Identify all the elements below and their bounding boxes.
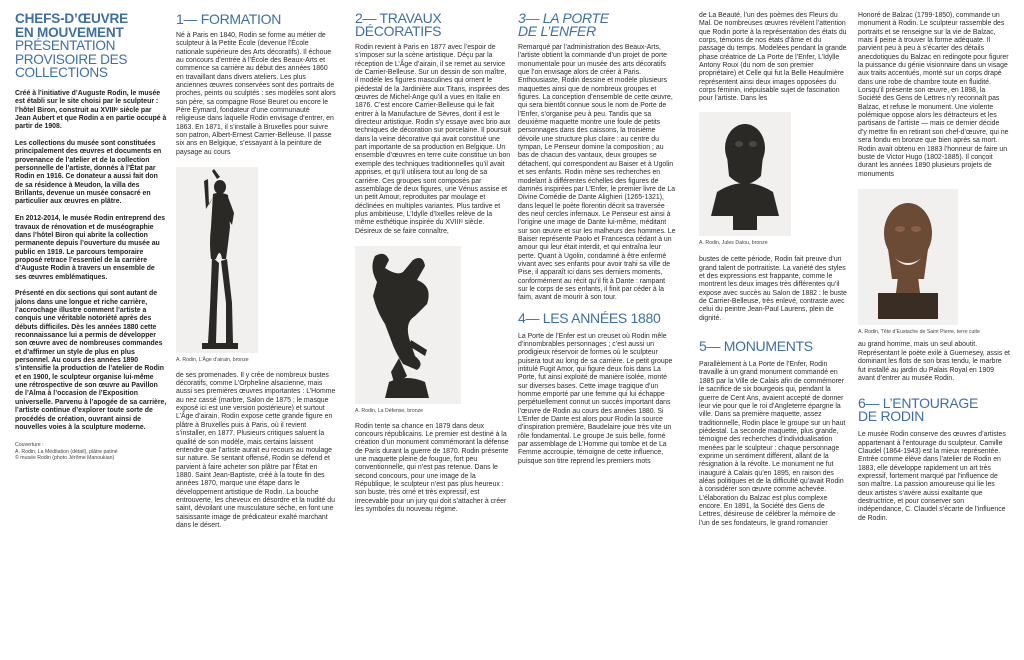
section-heading: 5— MONUMENTS xyxy=(699,338,813,355)
intro-paragraph: Créé à l’initiative d’Auguste Rodin, le musée est établi sur le site choisi par le sculpteur : l’hôtel Biron, construit au XVIIIᵉ siècle par Jean Aubert et que Rodin a en partie occupé à partir de 1908. xyxy=(15,89,167,131)
intro-text xyxy=(15,90,167,432)
section-text: de La Beauté, l’un des poèmes des Fleurs du Mal. De nombreuses œuvres révèlent l’attention que Rodin porte à la représentation des états du corps, témoins de nos états d’âme et du passage du temps. Modelées pendant la grande phase créatrice de La Porte de l’Enfer, L’Idylle Antony Roux (du nom de son premier propriétaire) et Celle qui fut la Belle Heaulmière représentent ainsi deux images opposées du corps féminin, inépuisable sujet de fascination pour l’artiste. Dans les xyxy=(699,12,847,103)
photo-age-dairain xyxy=(176,167,258,353)
title-line: CHEFS-D’ŒUVRE xyxy=(15,11,128,26)
section-formation xyxy=(176,12,336,530)
photo-caption: A. Rodin, Jules Dalou, bronze xyxy=(699,239,768,246)
heading-line: DE L’ENFER xyxy=(518,23,596,39)
head-image xyxy=(858,189,958,325)
section-text: bustes de cette période, Rodin fait preuve d’un grand talent de portraitiste. La variété des styles et des expressions est frappante, comme le montrent les deux images très différentes qu’il expose avec succès au Salon de 1882 : le buste de Carrier-Belleuse, très enlevé, contraste avec celui du peintre Jean-Paul Laurens, plein de dignité. xyxy=(699,256,847,322)
section-entourage xyxy=(858,12,1010,523)
section-heading-annees-1880: 4— LES ANNÉES 1880 xyxy=(518,309,661,326)
section-text: au grand homme, mais un seul aboutit. Représentant le poète exilé à Guernesey, assis et dominant les flots de son bras tendu, le marbre fut installé au jardin du Palais Royal en 1909 avant d’entrer au musée Rodin. xyxy=(858,341,1010,382)
section-text: de ses promenades. Il y crée de nombreux bustes décoratifs, comme L’Orpheline alsacienne, mais aussi ses premières œuvres importantes : L’Homme au nez cassé (marbre, Salon de 1875 ; le masque exposé ici est une version postérieure) et surtout L’Âge d’airain. Rodin expose cette grande figure en plâtre à Bruxelles puis à Paris, où il revient s’installer, en 1877. Plusieurs critiques saluent la qualité de son modèle, mais certains laissent entendre que l’artiste aurait eu recours au moulage sur nature. Se sentant offensé, Rodin se défend et parvient à faire acheter son plâtre par l’État en 1880. Saint Jean-Baptiste, créé à la toute fin des années 1870, marque une étape dans le développement artistique de Rodin. La bouche entrouverte, les cheveux en désordre et la nudité du saint, dévoilant une musculature sèche, en font une saisissante image de prédicateur exalté marchant dans le désert. xyxy=(176,371,336,529)
intro-column xyxy=(15,12,167,462)
main-title xyxy=(15,12,167,39)
section-heading xyxy=(858,397,1010,423)
photo-caption: A. Rodin, La Défense, bronze xyxy=(355,407,424,414)
statue-image xyxy=(176,167,258,353)
section-text: Le musée Rodin conserve des œuvres d’artistes appartenant à l’entourage du sculpteur. Camille Claudel (1864-1943) est la mieux représentée. Entrée comme élève dans l’atelier de Rodin en 1883, elle développe rapidement un art très expressif, fortement marqué par l’influence de son maître. La passion amoureuse qui lie les deux artistes s’avère aussi exaltante que destructrice, et pour conserver son indépendance, C. Claudel s’écarte de l’influence de Rodin. xyxy=(858,431,1006,522)
heading-line: 6— L’ENTOURAGE xyxy=(858,395,979,412)
section-travaux xyxy=(355,12,511,514)
cover-credit-line: A. Rodin, La Méditation (détail), plâtre patiné xyxy=(15,448,118,455)
cover-credit xyxy=(15,442,167,462)
section-porte-enfer xyxy=(518,12,676,466)
photo-caption: A. Rodin, Tête d’Eustache de Saint Pierre, terre cuite xyxy=(858,328,980,335)
intro-paragraph: Les collections du musée sont constituées principalement des œuvres et documents en provenance de l’atelier et de la collection personnelle de l’artiste, donnés à l’État par Rodin en 1916. Ce donateur a aussi fait don de sa résidence à Meudon, la villa des Brillants, devenue un musée consacré en particulier aux œuvres en plâtre. xyxy=(15,140,162,206)
heading-line: 3— LA PORTE xyxy=(518,10,609,26)
section-text: Né à Paris en 1840, Rodin se forme au métier de sculpteur à la Petite École (devenue l’École nationale supérieure des Arts décoratifs). Il échoue au concours d’entrée à l’École des Beaux-Arts et commence sa carrière au début des années 1860 en travaillant dans divers ateliers. Les plus anciennes œuvres conservées sont des portraits de proches, peints ou sculptés : ses modèles sont alors son père, sa compagne Rose Beuret ou encore le Père Eymard, fondateur d’une communauté religieuse dans laquelle Rodin envisage d’entrer, en 1863. En 1871, il s’installe à Bruxelles pour suivre son patron, Albert-Ernest Carrier-Belleuse. Il passe six ans en Belgique, s’essayant à la peinture de paysage au cours xyxy=(176,32,336,156)
subtitle-line: PROVISOIRE DES xyxy=(15,51,128,67)
bust-image xyxy=(699,112,791,236)
section-text: La Porte de l’Enfer est un creuset où Rodin mêle d’innombrables personnages ; c’est aussi un prodigieux réservoir de formes où le sculpteur puisera tout au long de sa carrière. Le petit groupe intitulé Fugit Amor, qui figure deux fois dans La Porte, fut ainsi exploité de manière isolée, monté sur diverses bases. Cette image tragique d’un homme emporté par une femme qui lui échappe perpétuellement connut un succès important dans l’œuvre de Rodin au cours des années 1880. Si L’Enfer de Dante est alors pour Rodin la source d’inspiration première, Baudelaire joue très vite un rôle fondamental. Le groupe Je suis belle, formé par assemblage de L’Homme qui tombe et de La Femme accroupie, témoigne de cette influence, puisque son titre reprend les premiers mots xyxy=(518,332,673,465)
photo-la-defense xyxy=(355,246,461,404)
main-subtitle xyxy=(15,39,167,80)
section-text: Parallèlement à La Porte de l’Enfer, Rodin travaille à un grand monument commandé en 1885 par la Ville de Calais afin de commémorer le sacrifice de six bourgeois qui, pendant la guerre de Cent Ans, avaient accepté de donner leur vie pour que le roi d’Angleterre épargne la ville. Dans sa première maquette, assez traditionnelle, Rodin place le groupe sur un haut piédestal. La seconde maquette, plus grande, témoigne des recherches d’individualisation menées par le sculpteur : chaque personnage exprime un sentiment différent, allant de la résignation à la révolte. Le monument ne fut inauguré à Calais qu’en 1895, en raison des aléas politiques et de la difficulté qu’avait Rodin à considérer son œuvre comme achevée. L’élaboration du Balzac est plus complexe encore. En 1891, la Société des Gens de Lettres, désireuse de célébrer la mémoire de l’un de ses fondateurs, le grand romancier xyxy=(699,361,846,527)
cover-credit-line: Couverture : xyxy=(15,442,44,449)
subtitle-line: PRÉSENTATION xyxy=(15,38,116,54)
photo-eustache xyxy=(858,189,958,325)
intro-paragraph: En 2012-2014, le musée Rodin entreprend des travaux de rénovation et de muséographie dans l’hôtel Biron qui abrite la collection permanente depuis l’ouverture du musée au public en 1919. Le parcours temporaire proposé retrace l’essentiel de la carrière d’Auguste Rodin à travers un ensemble de ses œuvres emblématiques. xyxy=(15,215,166,281)
subtitle-line: COLLECTIONS xyxy=(15,65,108,81)
section-heading xyxy=(518,12,676,38)
section-monuments xyxy=(699,12,847,528)
section-heading: 1— FORMATION xyxy=(176,11,282,27)
cover-credit-line: © musée Rodin (photo Jérôme Manoukian) xyxy=(15,455,115,462)
intro-paragraph: Présenté en dix sections qui sont autant de jalons dans une longue et riche carrière, l’accrochage illustre comment l’artiste a conquis une véritable notoriété après des débuts difficiles. Dès les années 1880 cette reconnaissance lui a permis de développer son œuvre avec de nombreuses commandes et d’affirmer un style de plus en plus personnel. Au cours des années 1890 s’intensifie la production de l’atelier de Rodin et en 1900, le sculpteur organise lui-même une rétrospective de son œuvre au Pavillon de l’Alma à l’occasion de l’Exposition universelle. Parvenu à l’apogée de sa carrière, l’artiste continue d’explorer toute sorte de procédés de création, ouvrant ainsi de nouvelles voies à la sculpture moderne. xyxy=(15,290,167,431)
heading-line: 2— TRAVAUX xyxy=(355,10,442,26)
sculpture-image xyxy=(355,246,461,404)
title-line: EN MOUVEMENT xyxy=(15,24,124,40)
section-text: Rodin revient à Paris en 1877 avec l’espoir de s’imposer sur la scène artistique. Déçu par la réception de L’Âge d’airain, il se remet au service de Carrier-Belleuse. Sur un dessin de son maître, il modèle les figures masculines qui ornent le piédestal de la Jardinière aux Titans, inspirées des œuvres de Michel-Ange qu’il a vues en Italie en 1876. C’est encore Carrier-Belleuse qui le fait entrer à la Manufacture de Sèvres, dont il est le directeur artistique. Rodin s’y essaye avec brio aux techniques de décoration sur porcelaine. Il poursuit dans la veine décorative qui avait constitué une part importante de sa production en Belgique. Un ensemble d’œuvres en terre cuite constitue un bon exemple des techniques traditionnelles qu’il avait apprises, et qu’il utilisera tout au long de sa carrière. Ces groupes sont composés par assemblage de deux figures, une Vénus assise et un petit Amour, reproduites par moulage et déclinées en multiples variantes. Plus tardive et plus ambitieuse, L’Idylle d’Ixelles relève de la même esthétique inspirée du XVIIIᵉ siècle. Désireux de se faire connaître, xyxy=(355,44,511,235)
heading-line: DE RODIN xyxy=(858,408,925,425)
section-text: Honoré de Balzac (1799-1850), commande un monument à Rodin. Le sculpteur rassemble des portraits et se renseigne sur la vie de Balzac, mais il peine à trouver la forme adéquate. Il parvient peu à peu à s’écarter des détails anecdotiques du Balzac en redingote pour figurer la puissance du génie visionnaire dans un visage aux traits accentués, monté sur un corps drapé dans une robe de chambre toute en fluidité. Lorsqu’il présente son œuvre, en 1898, la Société des Gens de Lettres n’y reconnaît pas Balzac, et refuse le monument. Une violente polémique oppose alors les détracteurs et les partisans de l’artiste — mais ce dernier décide d’y mettre fin en retirant son chef-d’œuvre, qui ne sera fondu en bronze que bien après sa mort. Rodin avait obtenu en 1883 l’honneur de faire un buste de Victor Hugo (1802-1885). Il conçoit durant les années 1890 plusieurs projets de monuments xyxy=(858,12,1009,178)
section-text: Remarqué par l’administration des Beaux-Arts, l’artiste obtient la commande d’un projet de porte monumentale pour un musée des arts décoratifs que l’on envisage alors de créer à Paris. Enthousiaste, Rodin dessine et modèle plusieurs maquettes ainsi que de nombreux groupes et figures. La conception d’ensemble de cette œuvre, qui sera bientôt connue sous le nom de Porte de l’Enfer, s’organise peu à peu. Tandis que sa deuxième maquette montre une foule de petits personnages dans des caissons, la troisième dévoile une structure plus claire : au centre du tympan, Le Penseur domine la composition ; au bas de chacun des vantaux, deux groupes se détachent, qui correspondent au Baiser et à Ugolin et ses enfants. Rodin mène ses recherches en modelant à différentes échelles des figures de damnés inspirées par L’Enfer, le premier livre de La Divine Comédie de Dante Alighieri (1265-1321), dans lequel le poète florentin décrit sa traversée des neuf cercles infernaux. Le Penseur est ainsi à l’origine une image de Dante lui-même, méditant sur son œuvre et sur les malheurs des hommes. Le Baiser représente Paolo et Francesca cédant à un amour qui leur était interdit, et qui entraîna leur perte. Quant à Ugolin, condamné à être enfermé vivant avec ses enfants pour avoir trahi sa ville de Pise, il apparaît ici dans ses derniers moments, conformément au récit qu’il fit à Dante : rampant sur le corps de ses enfants, il finit par céder à la faim, avant de mourir à son tour. xyxy=(518,44,676,302)
heading-line: DÉCORATIFS xyxy=(355,23,442,39)
section-text: Rodin tente sa chance en 1879 dans deux concours républicains. Le premier est destiné à la création d’un monument commémorant la défense de Paris durant la guerre de 1870. Rodin présente une maquette pleine de fougue, fort peu conventionnelle, qui n’est pas retenue. Dans le second concours, pour une image de la République, le sculpteur n’est pas plus heureux : son buste, très orné et très expressif, est irrecevable pour un jury qui doit s’attacher à créer les symboles du nouveau régime. xyxy=(355,422,509,513)
section-heading xyxy=(355,12,511,38)
photo-caption: A. Rodin, L’Âge d’airain, bronze xyxy=(176,357,249,364)
photo-jules-dalou xyxy=(699,112,791,236)
